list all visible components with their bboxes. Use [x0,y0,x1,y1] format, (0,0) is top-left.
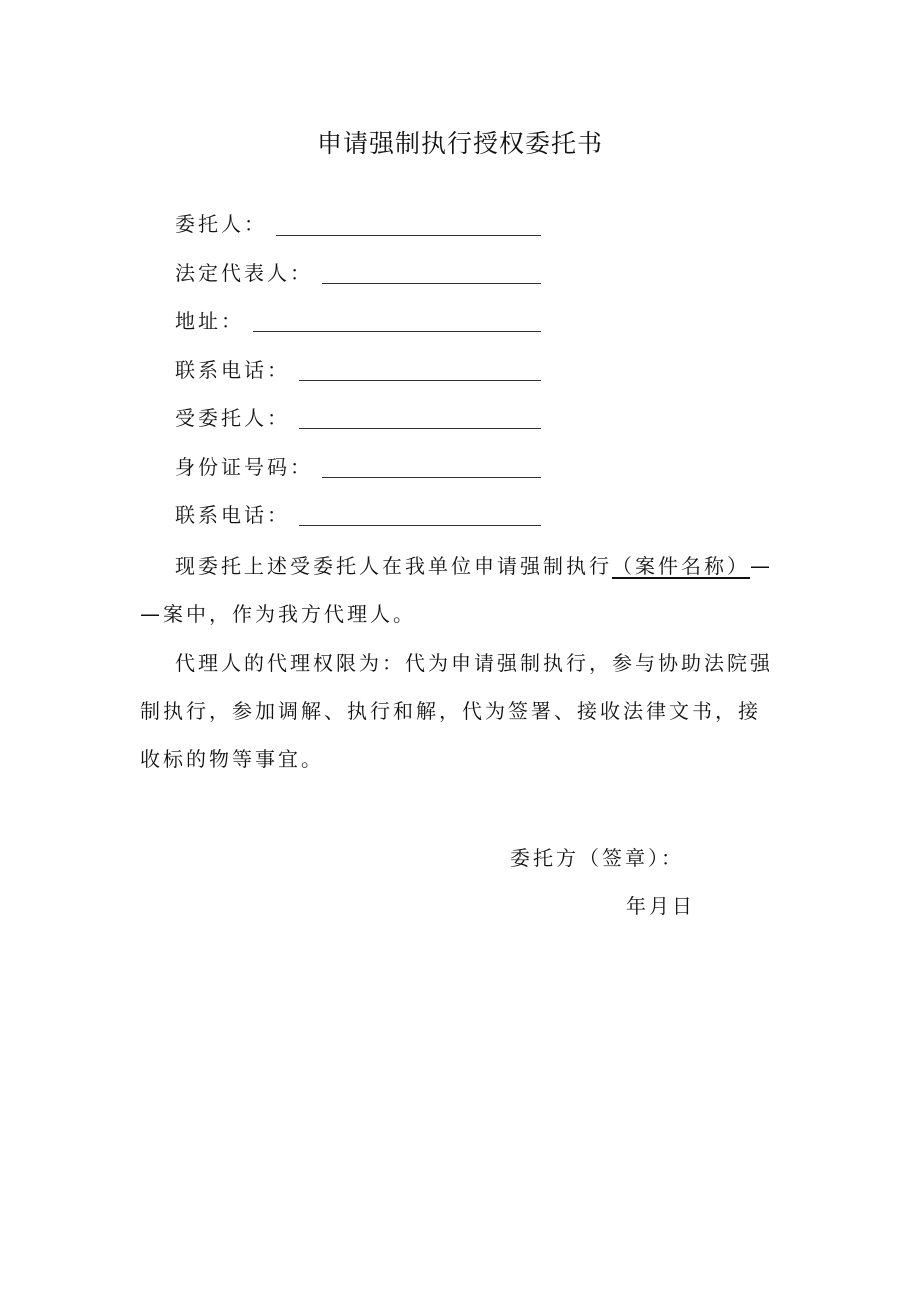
paragraph-line: —案中，作为我方代理人。 [140,602,416,626]
field-label: 委托人： [175,212,267,236]
paragraph-dash: — [750,554,773,578]
field-phone-client [175,356,290,384]
field-line-phone-client[interactable] [299,380,541,381]
field-label: 联系电话： [175,358,290,382]
field-line-legal-representative[interactable] [322,283,541,284]
page-title: 申请强制执行授权委托书 [316,129,603,158]
field-line-phone-agent[interactable] [299,525,541,526]
field-agent [175,404,290,432]
field-line-client[interactable] [276,235,541,236]
field-phone-agent [175,501,290,529]
field-label: 法定代表人： [175,261,313,285]
case-name-placeholder[interactable]: （案件名称） [612,554,750,578]
signature-label: 委托方（签章）： [510,846,684,870]
field-label: 联系电话： [175,503,290,527]
paragraph-line: 代理人的代理权限为：代为申请强制执行，参与协助法院强 [175,651,773,675]
field-label: 身份证号码： [175,455,313,479]
field-line-id-number[interactable] [322,477,541,478]
field-address [175,307,244,335]
paragraph-line [140,542,780,590]
field-client [175,210,267,238]
field-label: 受委托人： [175,406,290,430]
paragraph-authorization [140,542,780,638]
paragraph-line: 制执行，参加调解、执行和解，代为签署、接收法律文书，接 [140,699,761,723]
field-id-number [175,453,313,481]
field-line-address[interactable] [253,331,541,332]
signature-date: 年月日 [626,894,695,918]
paragraph-authority-scope [140,639,780,783]
field-legal-representative [175,259,313,287]
field-line-agent[interactable] [299,428,541,429]
paragraph-line: 收标的物等事宜。 [140,747,324,771]
paragraph-text: 现委托上述受委托人在我单位申请强制执行 [175,554,612,578]
field-label: 地址： [175,309,244,333]
